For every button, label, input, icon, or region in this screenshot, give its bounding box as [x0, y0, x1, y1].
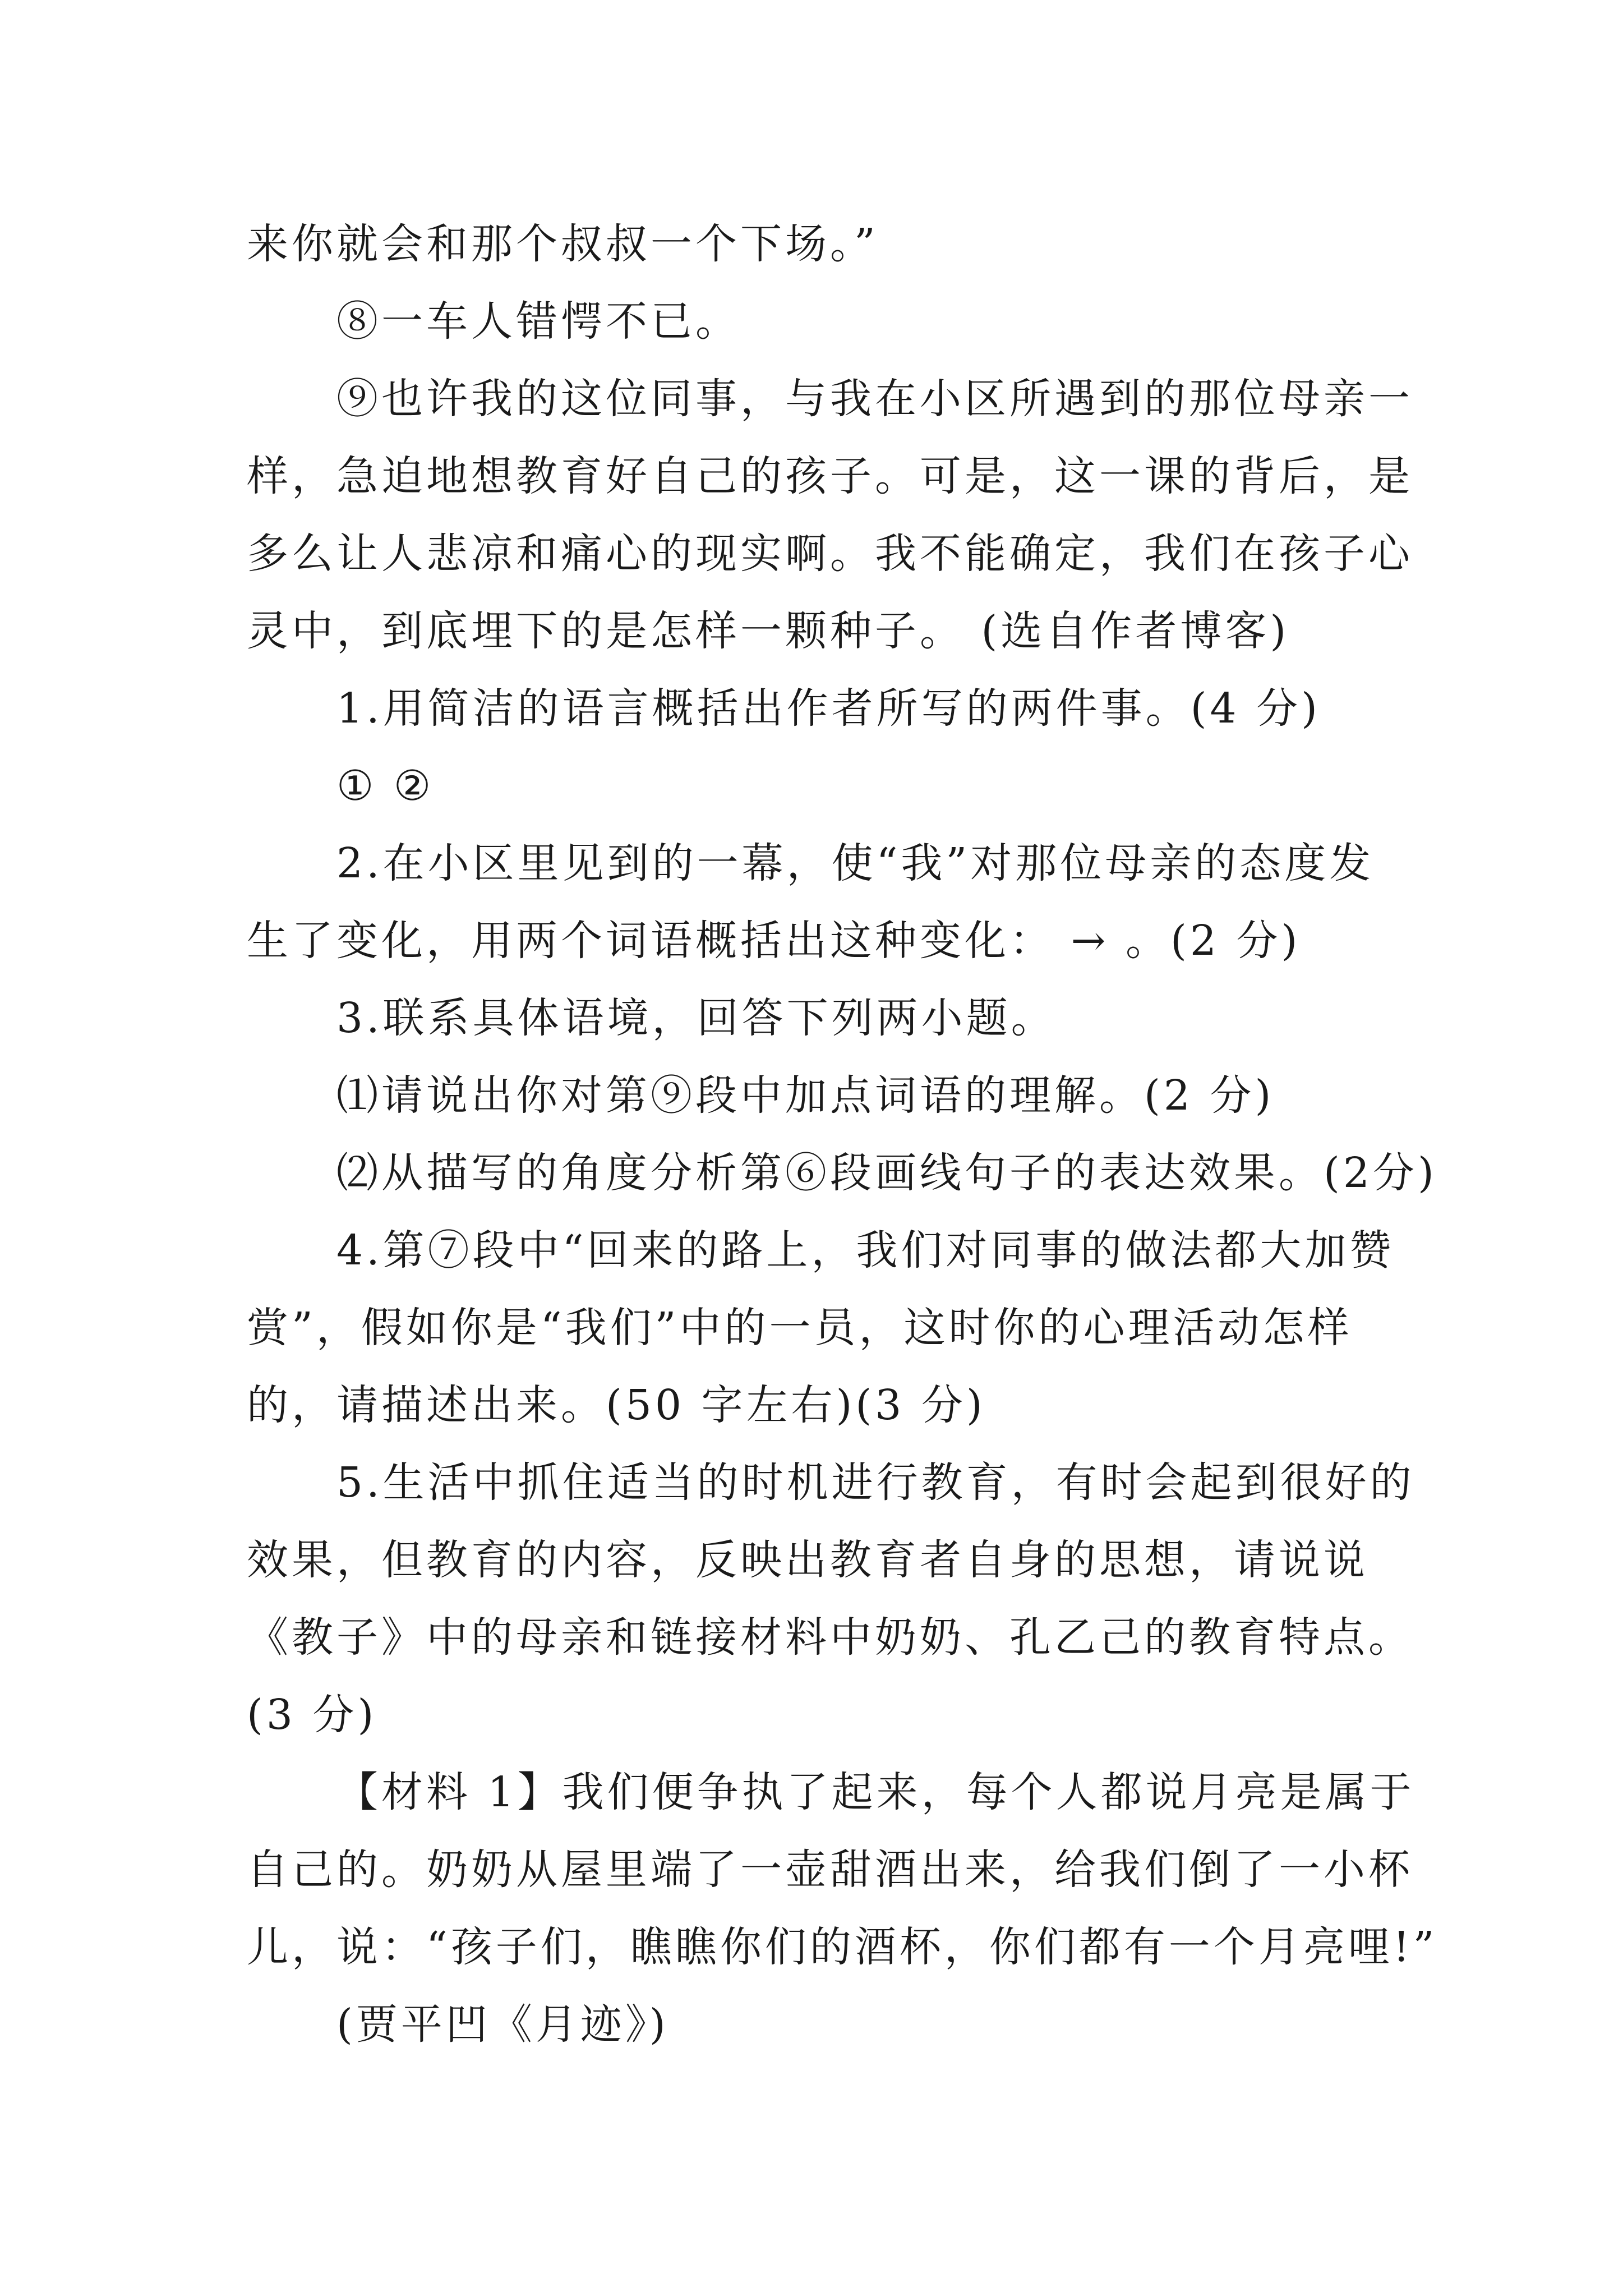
material-1: 【材料 1】我们便争执了起来，每个人都说月亮是属于 [336, 1768, 1415, 1816]
question-3-1: ⑴请说出你对第⑨段中加点词语的理解。(2 分) [336, 1071, 1275, 1120]
text-line-5: 多么让人悲凉和痛心的现实啊。我不能确定，我们在孩子心 [247, 530, 1413, 578]
text-line-6: 灵中，到底埋下的是怎样一颗种子。 (选自作者博客) [247, 607, 1290, 655]
text-line-1: 来你就会和那个叔叔一个下场。” [247, 220, 879, 268]
material-1-cont-2: 儿，说：“孩子们，瞧瞧你们的酒杯，你们都有一个月亮哩!” [247, 1923, 1438, 1971]
question-2: 2.在小区里见到的一幕，使“我”对那位母亲的态度发 [336, 839, 1375, 887]
text-line-3: ⑨也许我的这位同事，与我在小区所遇到的那位母亲一 [336, 375, 1413, 423]
question-4: 4.第⑦段中“回来的路上，我们对同事的做法都大加赞 [336, 1226, 1395, 1274]
question-5-score: (3 分) [247, 1691, 377, 1739]
text-line-4: 样，急迫地想教育好自己的孩子。可是，这一课的背后，是 [247, 452, 1413, 500]
text-line-2: ⑧一车人错愕不已。 [336, 297, 740, 346]
question-4-cont-1: 赏”，假如你是“我们”中的一员，这时你的心理活动怎样 [247, 1304, 1353, 1352]
question-3: 3.联系具体语境，回答下列两小题。 [336, 994, 1056, 1042]
question-5-cont-2: 《教子》中的母亲和链接材料中奶奶、孔乙己的教育特点。 [247, 1613, 1413, 1662]
question-5-cont-1: 效果，但教育的内容，反映出教育者自身的思想，请说说 [247, 1536, 1368, 1584]
question-4-cont-2: 的，请描述出来。(50 字左右)(3 分) [247, 1381, 986, 1429]
material-1-cont-1: 自己的。奶奶从屋里端了一壶甜酒出来，给我们倒了一小杯 [247, 1846, 1413, 1894]
question-5: 5.生活中抓住适当的时机进行教育，有时会起到很好的 [336, 1458, 1415, 1507]
material-1-source: (贾平凹《月迹》) [336, 2000, 669, 2049]
question-3-2: ⑵从描写的角度分析第⑥段画线句子的表达效果。(2分) [336, 1149, 1437, 1197]
question-2-cont: 生了变化，用两个词语概括出这种变化： → 。(2 分) [247, 917, 1301, 965]
answer-markers: ① ② [336, 762, 435, 810]
question-1: 1.用简洁的语言概括出作者所写的两件事。(4 分) [336, 684, 1321, 733]
